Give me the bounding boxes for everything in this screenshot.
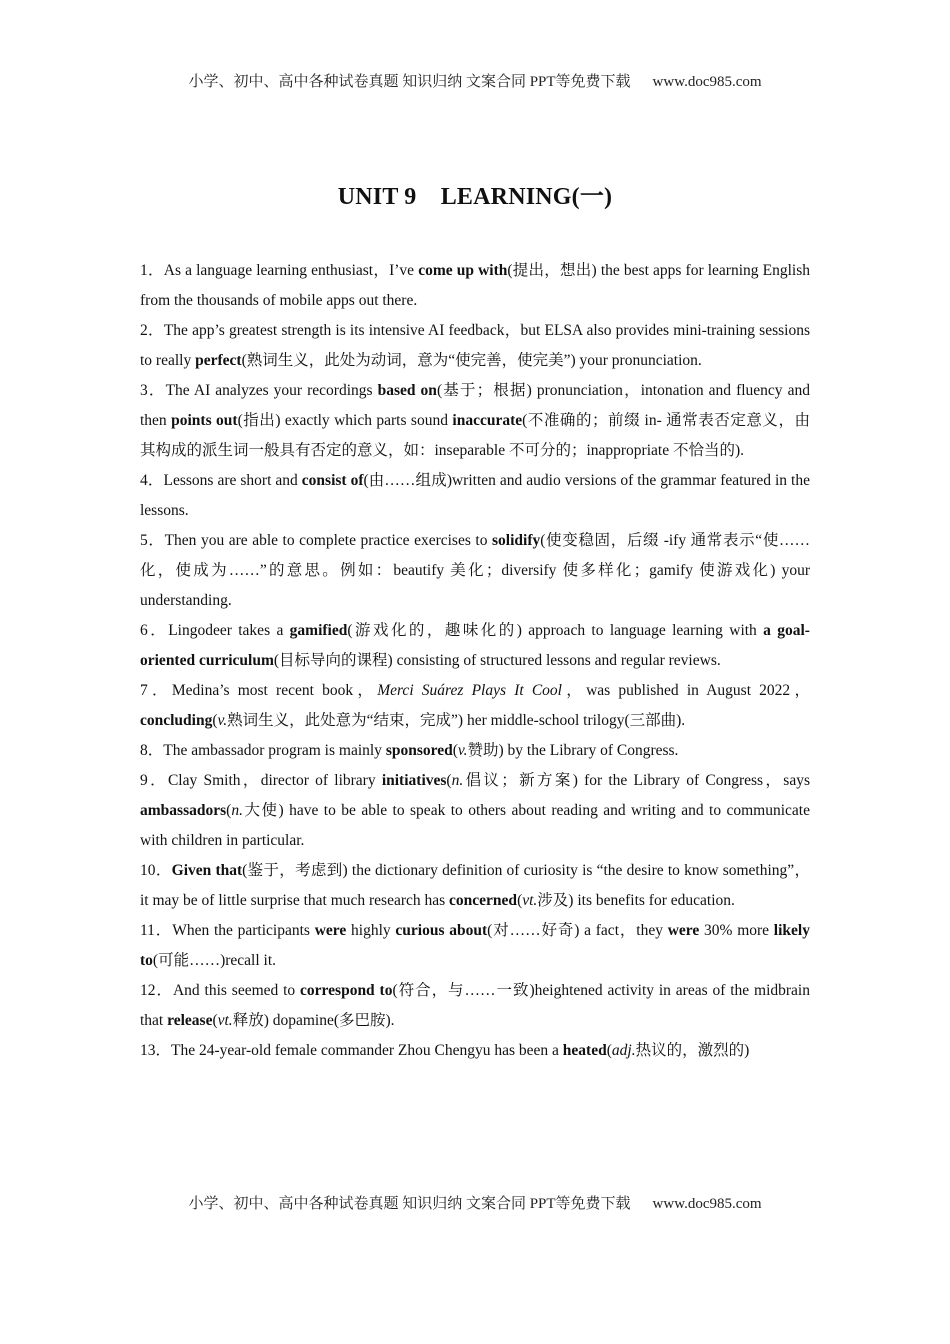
list-item	[140, 616, 810, 676]
list-item	[140, 856, 810, 916]
key-phrase: solidify	[492, 532, 541, 549]
item-text: (	[606, 1042, 612, 1059]
item-text: adj.	[611, 1042, 636, 1059]
item-text: (使变稳固，后缀 -ify 通常表示“使……化，使成为……”的意思。例如：beautify 美化；diversify 使多样化；gamify 使游戏化) your understanding.	[140, 532, 810, 609]
item-text: v.	[217, 712, 228, 729]
page-footer	[0, 1192, 950, 1213]
key-phrase: concerned	[449, 892, 518, 909]
item-text: 热议的，激烈的)	[635, 1042, 750, 1059]
item-text: (	[452, 742, 458, 759]
key-phrase: a goal-oriented curriculum	[140, 622, 810, 669]
key-phrase: inaccurate	[452, 412, 523, 429]
key-phrase: gamified	[289, 622, 348, 639]
item-text: vt.	[522, 892, 538, 909]
item-text: (	[446, 772, 452, 789]
item-text: The ambassador program is mainly	[163, 742, 386, 759]
item-number: 2．	[140, 322, 164, 339]
item-text: (对……好奇) a fact，they	[487, 922, 668, 939]
item-text: (鉴于，考虑到) the dictionary definition of curiosity is “the desire to know something”，it may be of little surprise that much research has	[140, 862, 810, 909]
item-text: (符合，与……一致)heightened activity in areas of the midbrain that	[140, 982, 810, 1029]
item-number: 1．	[140, 262, 164, 279]
vocab-list	[140, 256, 810, 1066]
item-text: (不准确的；前缀 in- 通常表否定意义，由其构成的派生词一般具有否定的意义，如：inseparable 不可分的；inappropriate 不恰当的).	[140, 412, 810, 459]
list-item	[140, 1036, 810, 1066]
item-text: 涉及) its benefits for education.	[537, 892, 735, 909]
key-phrase: ambassadors	[140, 802, 227, 819]
list-item	[140, 766, 810, 856]
item-number: 9．	[140, 772, 168, 789]
item-text: (目标导向的课程) consisting of structured lessons and regular reviews.	[273, 652, 721, 669]
item-text: Clay Smith，director of library	[167, 772, 382, 789]
item-text: (	[226, 802, 232, 819]
item-text: (游戏化的，趣味化的) approach to language learning with	[347, 622, 764, 639]
key-phrase: come up with	[418, 262, 508, 279]
list-item	[140, 256, 810, 316]
item-text: The app’s greatest strength is its intensive AI feedback，but ELSA also provides mini-training sessions to really	[140, 322, 810, 369]
header-text: 小学、初中、高中各种试卷真题 知识归纳 文案合同 PPT等免费下载	[188, 74, 631, 90]
list-item	[140, 916, 810, 976]
key-phrase: likely to	[140, 922, 810, 969]
item-text: Then you are able to complete practice exercises to	[164, 532, 492, 549]
item-number: 3．	[140, 382, 166, 399]
item-text: (提出，想出) the best apps for learning English from the thousands of mobile apps out there.	[140, 262, 811, 309]
list-item	[140, 466, 810, 526]
item-number: 12．	[140, 982, 173, 999]
item-text: 大使) have to be able to speak to others about reading and writing and to communicate with children in particular.	[140, 802, 810, 849]
item-text: vt.	[217, 1012, 233, 1029]
item-number: 5．	[140, 532, 165, 549]
key-phrase: sponsored	[385, 742, 453, 759]
item-text: ，was published in August 2022，	[562, 682, 810, 699]
footer-text: 小学、初中、高中各种试卷真题 知识归纳 文案合同 PPT等免费下载	[188, 1196, 631, 1212]
key-phrase: correspond to	[300, 982, 393, 999]
key-phrase: heated	[562, 1042, 607, 1059]
footer-site: www.doc985.com	[652, 1196, 762, 1212]
item-text: The AI analyzes your recordings	[165, 382, 378, 399]
item-text: (	[517, 892, 523, 909]
item-text: n.	[451, 772, 464, 789]
list-item	[140, 316, 810, 376]
item-number: 6．	[140, 622, 169, 639]
item-text: (	[212, 1012, 218, 1029]
item-text: Lessons are short and	[163, 472, 302, 489]
item-text: (可能……)recall it.	[152, 952, 277, 969]
item-number: 11．	[140, 922, 173, 939]
item-text: 赞助) by the Library of Congress.	[467, 742, 679, 759]
key-phrase: consist of	[301, 472, 364, 489]
item-text: And this seemed to	[172, 982, 301, 999]
header-site: www.doc985.com	[652, 74, 762, 90]
item-number: 7．	[140, 682, 172, 699]
item-text: 倡议；新方案) for the Library of Congress，says	[463, 772, 810, 789]
list-item	[140, 676, 810, 736]
key-phrase: based on	[377, 382, 437, 399]
item-text: Lingodeer takes a	[168, 622, 290, 639]
item-text: (	[212, 712, 218, 729]
list-item	[140, 736, 810, 766]
item-text: n.	[231, 802, 243, 819]
key-phrase: concluding	[140, 712, 213, 729]
list-item	[140, 376, 810, 466]
key-phrase: Given that	[171, 862, 243, 879]
page-title: UNIT 9 LEARNING(一)	[337, 184, 613, 210]
item-number: 4．	[140, 472, 164, 489]
item-text: 熟词生义，此处意为“结束，完成”) her middle-school trilogy(三部曲).	[227, 712, 686, 729]
list-item	[140, 526, 810, 616]
key-phrase: were	[314, 922, 347, 939]
item-text: When the participants	[172, 922, 315, 939]
item-text: Medina’s most recent book，	[171, 682, 378, 699]
item-text: 30% more	[699, 922, 774, 939]
item-text: Merci Suárez Plays It Cool	[377, 682, 562, 699]
item-number: 13．	[140, 1042, 172, 1059]
key-phrase: were	[667, 922, 700, 939]
item-text: highly	[346, 922, 396, 939]
item-text: v.	[457, 742, 468, 759]
key-phrase: perfect	[195, 352, 242, 369]
key-phrase: curious about	[395, 922, 488, 939]
item-text: (基于；根据) pronunciation，intonation and fluency and then	[140, 382, 810, 429]
item-text: As a language learning enthusiast，I’ve	[163, 262, 419, 279]
item-number: 10．	[140, 862, 172, 879]
item-number: 8．	[140, 742, 164, 759]
item-text: (由……组成)written and audio versions of the grammar featured in the lessons.	[140, 472, 810, 519]
key-phrase: points out	[171, 412, 238, 429]
item-text: 释放) dopamine(多巴胺).	[232, 1012, 395, 1029]
item-text: (指出) exactly which parts sound	[237, 412, 453, 429]
key-phrase: initiatives	[381, 772, 447, 789]
key-phrase: release	[167, 1012, 213, 1029]
item-text: (熟词生义，此处为动词，意为“使完善，使完美”) your pronunciation.	[241, 352, 702, 369]
item-text: The 24-year-old female commander Zhou Chengyu has been a	[171, 1042, 563, 1059]
list-item	[140, 976, 810, 1036]
page-header	[0, 70, 950, 91]
